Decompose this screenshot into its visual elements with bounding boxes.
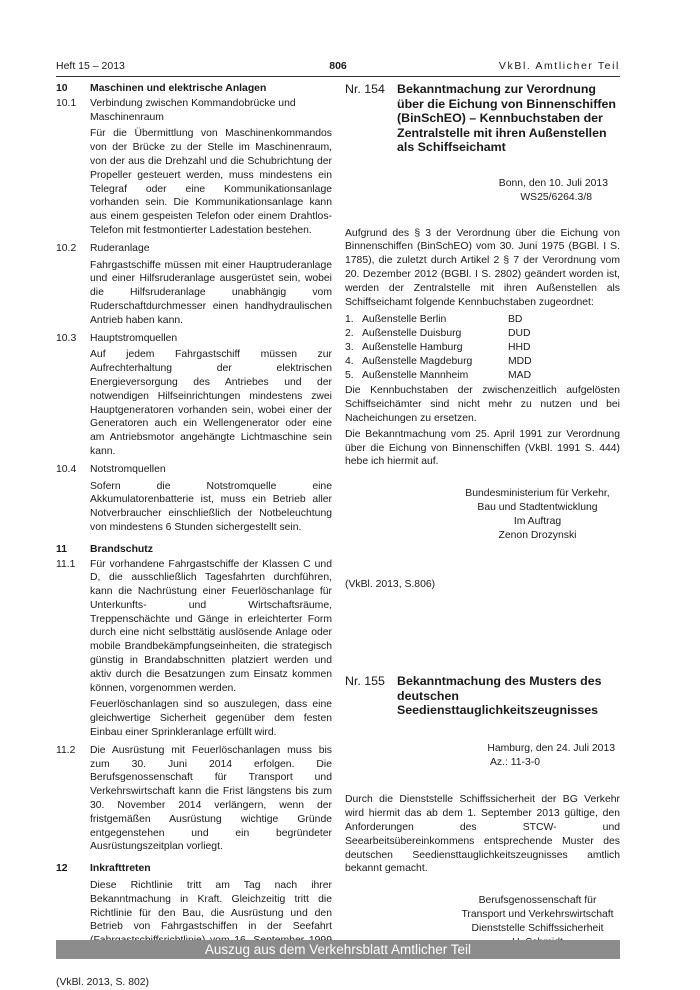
section-10-2-text: Fahrgastschiffe müssen mit einer Hauptruderanlage und einer Hilfsruderanlage ausgerüstet sein, wobei die Hilfsruderanlage unabhängig vom Ruderschaftdurchmesser einen handhydraulischen Antrieb haben kann. <box>90 259 332 326</box>
notice-155-number: Nr. 155 <box>345 674 385 689</box>
section-10-3-heading: 10.3 Hauptstromquellen <box>56 332 178 344</box>
notice-154-para-3: Die Bekanntmachung vom 25. April 1991 zur Verordnung über die Eichung von Binnenschiffen (VkBl. 1991 S. 444) hebe ich hiermit auf. <box>345 428 620 468</box>
section-11-2-text: Die Ausrüstung mit Feuerlöschanlagen muss bis zum 30. Juni 2014 erfolgen. Die Berufsgenossenschaft für Transport und Verkehrswirtschaft kann die Frist längstens bis zum 30. November 2014 verlängern, wenn der fristgemäßen Ausrüstung wichtige Gründe entgegenstehen und ein begründeter Ausrüstungszeitplan vorliegt. <box>90 744 332 853</box>
notice-154-place-date: Bonn, den 10. Juli 2013 <box>498 177 608 189</box>
section-label: VkBl. Amtlicher Teil <box>498 60 620 72</box>
section-12-heading: 12 Inkrafttreten <box>56 863 151 875</box>
page-header <box>56 60 620 74</box>
office-code-list <box>345 313 620 382</box>
notice-155-reference: Az.: 11-3-0 <box>489 756 540 768</box>
list-item: 5. Außenstelle Mannheim MAD <box>345 369 532 381</box>
notice-154-signature: Bundesministerium für Verkehr, Bau und Stadtentwicklung Im Auftrag Zenon Drozynski <box>465 488 610 541</box>
section-11-heading: 11 Brandschutz <box>56 543 153 555</box>
section-10-2-heading: 10.2 Ruderanlage <box>56 242 150 254</box>
list-item: 1. Außenstelle Berlin BD <box>345 314 523 326</box>
section-10-4-heading: 10.4 Notstromquellen <box>56 463 166 475</box>
right-column <box>345 82 620 963</box>
left-column <box>56 82 332 990</box>
section-10-4-text: Sofern die Notstromquelle eine Akkumulatorenbatterie ist, muss ein Betrieb aller Notverbraucher einschließlich der Notbeleuchtung von mindestens 6 Stunden sichergestellt sein. <box>90 480 332 533</box>
notice-155-signature: Berufsgenossenschaft für Transport und Verkehrswirtschaft Dienststelle Schiffssicherheit <box>461 895 614 934</box>
footer-banner: Auszug aus dem Verkehrsblatt Amtlicher Teil <box>56 940 620 959</box>
section-10-heading: 10 Maschinen und elektrische Anlagen <box>56 83 267 94</box>
notice-155-title: Bekanntmachung des Musters des deutschen Seediensttauglichkeitszeugnisses <box>397 674 602 718</box>
notice-154-citation: (VkBl. 2013, S.806) <box>345 579 436 591</box>
left-citation: (VkBl. 2013, S. 802) <box>56 976 149 988</box>
section-11-1-text: Für vorhandene Fahrgastschiffe der Klassen C und D, die ausschließlich Tagesfahrten durchführen, kann die Nachrüstung einer Feuerlöschanlage für Unterkunfts- und Wirtschaftsräume, Treppenschächte und Gänge in erleichterter Form durch eine nicht selbsttätig auslösende Anlage oder mobile Brandbekämpfungseinheiten, die strategisch günstig in Brandabschnitten platziert werden und aktiv durch die Besatzungen zum Einsatz kommen können, vorgenommen werden. <box>90 558 332 694</box>
notice-155-heading <box>345 674 620 718</box>
section-10-1-text: Für die Übermittlung von Maschinenkommandos von der Brücke zu der Stelle im Maschinenraum, von der aus die Drehzahl und die Schubrichtung der Propeller gesteuert werden, muss mindestens ein Telegraf oder eine Kommunikationsanlage vorhanden sein. Die Kommunikationsanlage kann aus einem gespeisten Telefon oder einem Drahtlos-Telefon mit festmontierter Ladestation bestehen. <box>90 128 332 236</box>
notice-154-title: Bekanntmachung zur Verordnung über die Eichung von Binnenschiffen (BinSchEO) – Kennbuchstaben der Zentralstelle mit ihren Außenstellen als Schiffseichamt <box>397 82 616 155</box>
section-11-1: 11.1 Für vorhandene Fahrgastschiffe der Klassen C und D, die ausschließlich Tagesfahrten durchführen, kann die Nachrüstung einer Feuerlöschanlage für Unterkunfts- und Wirtschaftsräume, Treppenschächte und Gänge in erleichterter Form durch eine nicht selbsttätig auslösende Anlage oder mobile Brandbekämpfungseinheiten, die strategisch günstig in Brandabschnitten platziert werden und aktiv durch die Besatzungen zum Einsatz kommen können, vorgenommen werden. <box>56 558 332 694</box>
section-11-2: 11.2 Die Ausrüstung mit Feuerlöschanlagen muss bis zum 30. Juni 2014 erfolgen. Die Berufsgenossenschaft für Transport und Verkehrswirtschaft kann die Frist längstens bis zum 30. November 2014 verlängern, wenn der fristgemäßen Ausrüstung wichtige Gründe entgegenstehen und ein begründeter Ausrüstungszeitplan vorliegt. <box>56 744 332 853</box>
notice-154-para-2: Die Kennbuchstaben der zwischenzeitlich aufgelösten Schiffseichämter sind nicht mehr zu nutzen und bei Nacheichungen zu ersetzen. <box>345 385 620 424</box>
header-rule <box>56 76 620 77</box>
notice-154-number: Nr. 154 <box>345 82 385 96</box>
issue-label: Heft 15 – 2013 <box>56 60 125 72</box>
section-10-1-heading: 10.1 Verbindung zwischen Kommandobrücke und Maschinenraum <box>56 97 296 123</box>
notice-154-intro: Aufgrund des § 3 der Verordnung über die Eichung von Binnenschiffen (BinSchEO) vom 30. Juni 1975 (BGBl. I S. 1785), die zuletzt durch Artikel 2 § 7 der Verordnung vom 20. Dezember 2012 (BGBl. I S. 2802) geändert worden ist, werden der Zentralstelle mit ihren Außenstellen als Schiffseichamt folgende Kennbuchstaben zugeordnet: <box>345 227 620 308</box>
list-item: 3. Außenstelle Hamburg HHD <box>345 341 531 353</box>
list-item: 4. Außenstelle Magdeburg MDD <box>345 355 532 367</box>
notice-155-text: Durch die Dienststelle Schiffssicherheit der BG Verkehr wird hiermit das ab dem 1. September 2013 gültige, den Anforderungen des STCW- und Seearbeitsübereinkommens entsprechende Muster des deutschen Seediensttauglichkeitszeugnisses amtlich bekannt gemacht. <box>345 794 620 875</box>
section-10-3-text: Auf jedem Fahrgastschiff müssen zur Aufrechterhaltung der elektrischen Energieversorgung des Antriebes und der notwendigen Hilfseinrichtungen mindestens zwei Hauptgeneratoren vorhanden sein, wobei einer der Generatoren auch ein Wellengenerator oder eine am Antriebsmotor angehängte Lichtmaschine sein kann. <box>90 349 332 457</box>
list-item: 2. Außenstelle Duisburg DUD <box>345 328 531 340</box>
notice-154-heading <box>345 82 620 155</box>
notice-154-reference: WS25/6264.3/8 <box>520 191 592 203</box>
section-12-text: Diese Richtlinie tritt am Tag nach ihrer Bekanntmachung in Kraft. Gleichzeitig tritt die Richtlinie für den Bau, die Ausrüstung und den Betrieb von Fahrgastschiffen in der Seefahrt <box>90 880 332 933</box>
page-number: 806 <box>329 60 347 72</box>
notice-155-place-date: Hamburg, den 24. Juli 2013 <box>487 742 615 754</box>
section-11-1-text-2: Feuerlöschanlagen sind so auszulegen, dass eine gleichwertige Sicherheit gegenüber dem festen Einbau einer Sprinkleranlage erfüllt wird. <box>90 699 332 739</box>
